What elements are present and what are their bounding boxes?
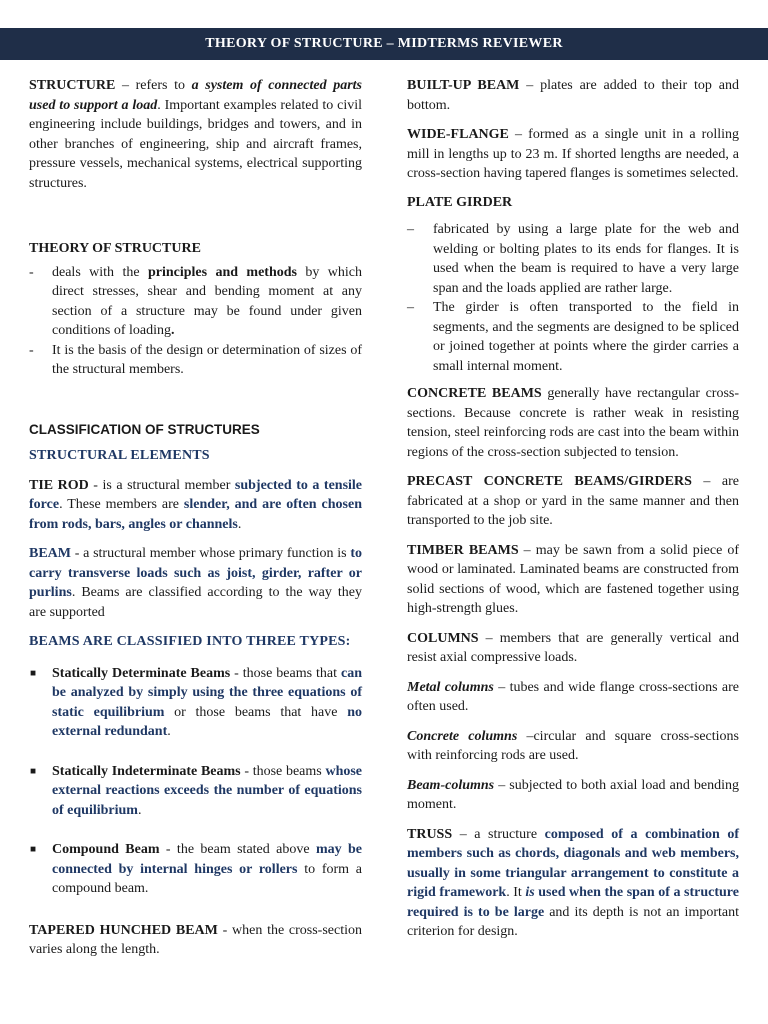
page-header	[0, 28, 768, 60]
page-title: THEORY OF STRUCTURE – MIDTERMS REVIEWER	[205, 36, 563, 51]
tapered-beam-definition: TAPERED HUNCHED BEAM - when the cross-section varies along the length.	[29, 922, 362, 957]
timber-beams-definition: TIMBER BEAMS – may be sawn from a solid piece of wood or laminated. Laminated beams are constructed from solid sections of wood, which are fastened together using high-strength glues.	[407, 542, 739, 616]
beam-types-list	[29, 664, 362, 899]
beam-columns-definition: Beam-columns – subjected to both axial load and bending moment.	[407, 777, 739, 812]
concrete-columns-definition: Concrete columns –circular and square cross-sections with reinforcing rods are used.	[407, 728, 739, 763]
precast-definition: PRECAST CONCRETE BEAMS/GIRDERS – are fabricated at a shop or yard in the same manner and then transported to the job site.	[407, 474, 739, 528]
metal-columns-definition: Metal columns – tubes and wide flange cross-sections are often used.	[407, 679, 739, 714]
left-column	[29, 76, 362, 960]
beam-types-heading: BEAMS ARE CLASSIFIED INTO THREE TYPES:	[29, 634, 351, 649]
concrete-beams-definition: CONCRETE BEAMS generally have rectangular cross-sections. Because concrete is rather weak in resisting tension, steel reinforcing rods are cast into the beam within regions of the cross-section subjected to tension.	[407, 386, 740, 460]
list-item: ■ Compound Beam - the beam stated above may be connected by internal hinges or rollers to form a compound beam.	[30, 842, 362, 896]
structure-emphasis: a system of connected parts used to support a load	[29, 78, 362, 113]
structure-term: STRUCTURE	[29, 78, 116, 93]
plate-girder-list	[407, 220, 739, 376]
structure-definition: STRUCTURE – refers to a system of connected parts used to support a load. Important examples related to civil engineering include buildings, bridges and towers, and in other branches of engineering, ship and aircraft frames, pressure vessels, mechanical systems, electrical supporting structures.	[29, 78, 362, 191]
list-item: - deals with the principles and methods by which direct stresses, shear and bending moment at any section of a structure may be found under given conditions of loading.	[29, 264, 363, 338]
theory-heading: THEORY OF STRUCTURE	[29, 241, 201, 256]
beam-definition: BEAM - a structural member whose primary function is to carry transverse loads such as joist, girder, rafter or purlins. Beams are classified according to the way they are supported	[29, 546, 362, 620]
built-up-beam-definition: BUILT-UP BEAM – plates are added to their top and bottom.	[407, 78, 739, 113]
list-item: – The girder is often transported to the field in segments, and the segments are designed to be spliced or joined together at points where the girder carries a small internal moment.	[407, 300, 739, 374]
list-item: ■ Statically Indeterminate Beams - those beams whose external reactions exceeds the number of equations of equilibrium.	[30, 763, 363, 818]
plate-girder-heading: PLATE GIRDER	[407, 194, 513, 210]
list-item: – fabricated by using a large plate for the web and welding or bolting plates to its ends for flanges. It is used when the beam is required to have a very large span and the loads applied are rather large.	[407, 222, 739, 296]
list-item: ■ Statically Determinate Beams - those beams that can be analyzed by simply using the three equations of static equilibrium or those beams that have no external redundant.	[30, 665, 362, 739]
theory-list	[29, 263, 362, 380]
tie-rod-definition: TIE ROD - is a structural member subjected to a tensile force. These members are slender, and are often chosen from rods, bars, angles or channels.	[29, 477, 363, 532]
truss-definition: TRUSS – a structure composed of a combination of members such as chords, diagonals and web members, usually in some triangular arrangement to constitute a rigid framework. It is used when the span of a structure required is to be large and its depth is not an important criterion for design.	[407, 826, 739, 939]
structural-elements-heading: STRUCTURAL ELEMENTS	[29, 448, 210, 463]
columns-definition: COLUMNS – members that are generally vertical and resist axial compressive loads.	[407, 630, 739, 665]
list-item: - It is the basis of the design or determination of sizes of the structural members.	[29, 342, 362, 377]
right-column	[407, 76, 739, 942]
classification-heading: CLASSIFICATION OF STRUCTURES	[29, 421, 260, 437]
wide-flange-definition: WIDE-FLANGE – formed as a single unit in a rolling mill in lengths up to 23 m. If shorted lengths are needed, a cross-section having tapered flanges is sometimes selected.	[407, 127, 739, 181]
